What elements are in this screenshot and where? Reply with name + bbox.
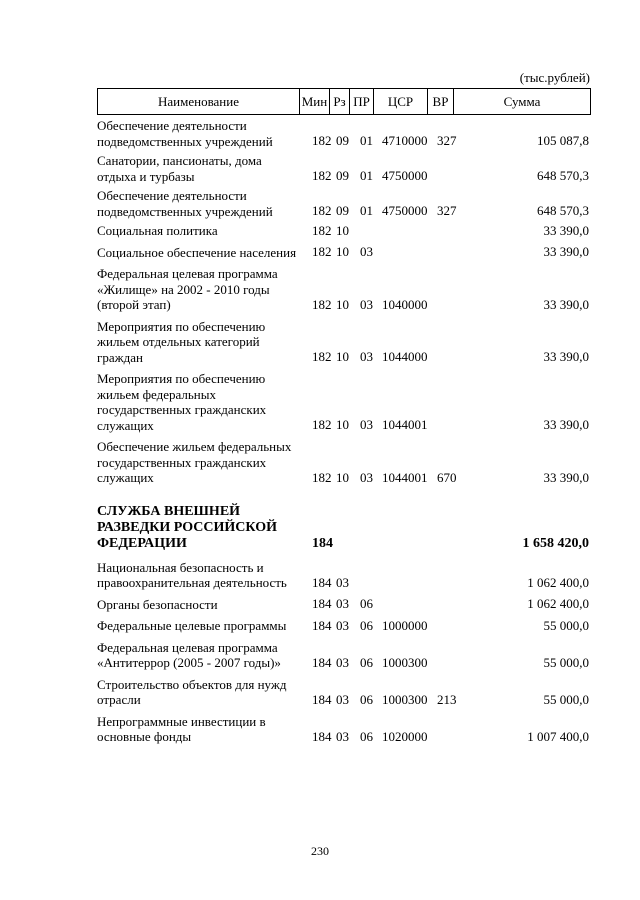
row-rz: 09: [336, 168, 349, 183]
table-row: [0, 319, 640, 366]
row-sum: 1 658 420,0: [522, 535, 589, 551]
header-min: Мин: [300, 89, 330, 115]
row-name: Мероприятия по обеспечению жильем федеральных государственных гражданских служащих: [97, 371, 267, 433]
row-csr: 1040000: [382, 296, 428, 312]
row-sum: 1 007 400,0: [527, 728, 589, 744]
row-pr: 06: [360, 617, 373, 633]
row-rz: 10: [336, 222, 349, 238]
row-rz: 03: [336, 596, 349, 611]
table-row: [0, 188, 640, 219]
table-row: [0, 504, 640, 552]
row-name: Обеспечение деятельности подведомственных учреждений: [97, 118, 273, 149]
row-sum: 33 390,0: [543, 349, 589, 364]
row-sum: 55 000,0: [543, 654, 589, 670]
row-vr: 670: [437, 469, 457, 485]
table-row: [0, 223, 640, 239]
row-name: Федеральные целевые программы: [97, 618, 287, 633]
row-pr: 06: [360, 596, 373, 611]
row-name: Социальное обеспечение населения: [97, 244, 297, 260]
row-sum: 55 000,0: [543, 691, 589, 707]
table-row: [0, 618, 640, 634]
row-pr: 01: [360, 203, 373, 218]
row-name: Непрограммные инвестиции в основные фонды: [97, 713, 266, 744]
table-header: [97, 88, 591, 115]
row-csr: 1000000: [382, 617, 428, 633]
row-pr: 03: [360, 349, 373, 364]
table-row: [0, 118, 640, 149]
table-row: [0, 597, 640, 613]
row-min: 184: [312, 596, 332, 611]
header-vr: ВР: [428, 89, 454, 115]
row-sum: 55 000,0: [543, 617, 589, 633]
row-sum: 648 570,3: [537, 203, 589, 218]
row-rz: 03: [336, 728, 349, 744]
row-sum: 33 390,0: [543, 469, 589, 485]
row-rz: 10: [336, 417, 349, 432]
row-min: 182: [312, 133, 332, 148]
row-min: 184: [312, 535, 333, 551]
row-rz: 03: [336, 574, 349, 590]
row-min: 182: [312, 222, 332, 238]
row-pr: 01: [360, 133, 373, 148]
table-body: [0, 118, 640, 745]
row-csr: 4750000: [382, 168, 428, 183]
row-name: Федеральная целевая программа «Антитеррор (2005 - 2007 годы)»: [97, 639, 281, 670]
header-name: Наименование: [98, 89, 300, 115]
table-row: [0, 677, 640, 708]
row-rz: 03: [336, 691, 349, 707]
row-rz: 10: [336, 349, 349, 364]
row-sum: 105 087,8: [537, 133, 589, 148]
row-csr: 4750000: [382, 203, 428, 218]
header-pr: ПР: [350, 89, 374, 115]
table-row: [0, 560, 640, 591]
row-csr: 1000300: [382, 691, 428, 707]
row-name: Санатории, пансионаты, дома отдыха и турбазы: [97, 153, 262, 184]
row-rz: 10: [336, 244, 349, 259]
table-row: [0, 714, 640, 745]
row-name: Мероприятия по обеспечению жильем отдельных категорий граждан: [97, 318, 266, 365]
row-pr: 03: [360, 469, 373, 485]
row-name: Социальная политика: [97, 223, 218, 238]
row-pr: 06: [360, 728, 373, 744]
row-min: 184: [312, 691, 332, 707]
row-name: Строительство объектов для нужд отрасли: [97, 676, 287, 707]
page-number: 230: [311, 844, 329, 858]
row-name: Органы безопасности: [97, 596, 218, 612]
row-pr: 06: [360, 691, 373, 707]
header-csr: ЦСР: [374, 89, 428, 115]
units-label: (тыс.рублей): [519, 70, 590, 85]
row-min: 184: [312, 654, 332, 670]
row-sum: 1 062 400,0: [527, 596, 589, 611]
row-rz: 09: [336, 203, 349, 218]
row-pr: 03: [360, 244, 373, 259]
row-min: 182: [312, 349, 332, 364]
table-row: [0, 245, 640, 261]
row-min: 182: [312, 203, 332, 218]
row-sum: 648 570,3: [537, 168, 589, 183]
row-min: 182: [312, 168, 332, 183]
header-rz: Рз: [330, 89, 350, 115]
row-rz: 10: [336, 296, 349, 312]
row-sum: 33 390,0: [543, 222, 589, 238]
row-csr: 4710000: [382, 133, 428, 148]
table-row: [0, 439, 640, 486]
row-min: 182: [312, 469, 332, 485]
row-sum: 33 390,0: [543, 296, 589, 312]
row-vr: 327: [437, 133, 457, 148]
row-sum: 33 390,0: [543, 244, 589, 259]
row-pr: 03: [360, 417, 373, 432]
row-min: 182: [312, 417, 332, 432]
row-pr: 06: [360, 654, 373, 670]
row-name: СЛУЖБА ВНЕШНЕЙ РАЗВЕДКИ РОССИЙСКОЙ ФЕДЕРАЦИИ: [97, 503, 277, 551]
row-min: 182: [312, 296, 332, 312]
row-rz: 03: [336, 617, 349, 633]
table-row: [0, 371, 640, 433]
row-pr: 03: [360, 296, 373, 312]
row-rz: 09: [336, 133, 349, 148]
row-name: Обеспечение деятельности подведомственных учреждений: [97, 188, 273, 219]
row-vr: 213: [437, 691, 457, 707]
row-csr: 1044001: [382, 417, 428, 432]
row-name: Обеспечение жильем федеральных государственных гражданских служащих: [97, 439, 292, 485]
row-csr: 1044000: [382, 349, 428, 364]
row-rz: 03: [336, 654, 349, 670]
row-min: 184: [312, 574, 332, 590]
row-csr: 1044001: [382, 469, 428, 485]
row-min: 184: [312, 728, 332, 744]
table-row: [0, 640, 640, 671]
row-csr: 1000300: [382, 654, 428, 670]
row-sum: 33 390,0: [543, 417, 589, 432]
table-row: [0, 266, 640, 313]
row-csr: 1020000: [382, 728, 428, 744]
row-rz: 10: [336, 469, 349, 485]
table-row: [0, 153, 640, 184]
row-vr: 327: [437, 203, 457, 218]
row-sum: 1 062 400,0: [527, 574, 589, 590]
row-pr: 01: [360, 168, 373, 183]
row-min: 182: [312, 244, 332, 259]
row-min: 184: [312, 617, 332, 633]
row-name: Национальная безопасность и правоохранительная деятельность: [97, 559, 287, 590]
row-name: Федеральная целевая программа «Жилище» на 2002 - 2010 годы (второй этап): [97, 266, 278, 312]
header-sum: Сумма: [454, 89, 591, 115]
